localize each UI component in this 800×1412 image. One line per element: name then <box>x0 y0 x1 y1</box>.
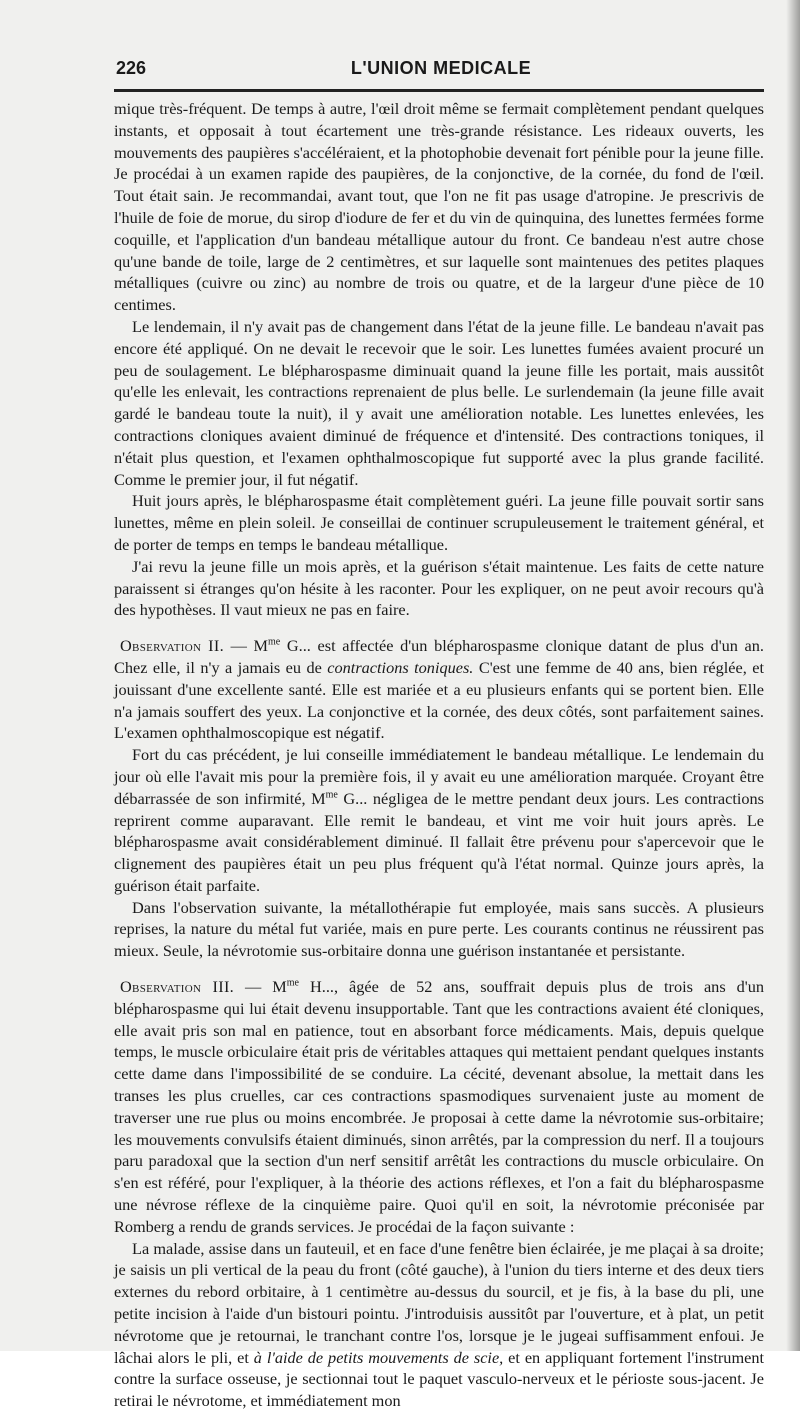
body-text <box>114 98 764 1412</box>
page-header <box>116 58 766 86</box>
paragraph-9-text-b: et en appliquant fortement l'instrument contre la surface osseuse, je sectionnai tout le paquet vasculo-nerveux et le périoste sous-jacent. Je retirai le névrotome, et immédiatement mon <box>114 1347 765 1411</box>
paragraph-6-sup: me <box>325 789 338 801</box>
header-rule <box>114 89 764 92</box>
observation-2-mme: M <box>253 636 269 656</box>
observation-2-paragraph: Observation II. — $M^{me}$ G... est affectée d'un blépharospasme clonique datant de plus d'un an. Chez elle, il n'y a jamais eu de contractions toniques. C'est une femme de 40 ans, bien réglée, et jouissant d'une excellente santé. Elle est mariée et a eu plusieurs enfants qui se portent bien. Elle n'a jamais souffert des yeux. La conjonctive et la cornée, des deux côtés, sont parfaitement saines. L'examen ophthalmoscopique est négatif. <box>114 636 765 743</box>
paragraph-9-text-a: La malade, assise dans un fauteuil, et en face d'une fenêtre bien éclairée, je me plaçai à sa droite; je saisis un pli vertical de la peau du front (côté gauche), à l'union du tiers interne et des deux tiers externes du rebord orbitaire, à 1 centimètre au-dessus du sourcil, et je fis, à la base du pli, une petite incision à l'aide d'un bistouri pointu. J'introduisis aussitôt par l'ouverture, et à plat, un petit névrotome que je retournai, le tranchant contre l'os, lorsque je le jugeai suffisamment enfoui. Je lâchai alors le pli, et <box>114 1238 764 1367</box>
observation-3-text: H..., âgée de 52 ans, souffrait depuis plus de trois ans d'un blépharospasme qui lui était devenu insupportable. Tant que les contractions avaient été cloniques, elle avait pris son mal en patience, tout en absorbant force médicaments. Mais, depuis quelque temps, le muscle orbiculaire était pris de véritables attaques qui mettaient pendant quelques instants cette dame dans l'impossibilité de se conduire. La cécité, devenant absolue, la mettait dans les transes les plus cruelles, car ces contractions spasmodiques survenaient juste au moment de traverser une rue plus ou moins encombrée. Je proposai à cette dame la névrotomie sus-orbitaire; les mouvements convulsifs étaient diminués, sinon arrêtés, par la compression du nerf. Il a toujours paru paradoxal que la section d'un nerf sensitif arrêtât les contractions du muscle orbiculaire. On s'en est référé, pour l'expliquer, à la théorie des actions réflexes, et l'on a fait du blépharospasme une névrose réflexe de la cinquième paire. Quoi qu'il en soit, la névrotomie préconisée par Romberg a rendu de grands services. Je procédai de la façon suivante : <box>114 977 764 1236</box>
paragraph-9 <box>114 1238 764 1412</box>
paragraph-6 <box>114 744 764 897</box>
page-number: 226 <box>116 58 147 78</box>
paragraph-4: J'ai revu la jeune fille un mois après, et la guérison s'était maintenue. Les faits de cette nature paraissent si étranges qu'on hésite à les raconter. Pour les expliquer, on ne peut avoir recours qu'à des hypothèses. Il vaut mieux ne pas en faire. <box>114 556 764 620</box>
observation-2-mme-sup: me <box>268 636 281 648</box>
paragraph-7: Dans l'observation suivante, la métallothérapie fut employée, mais sans succès. A plusieurs reprises, la nature du métal fut variée, mais en pure perte. Les courants continus ne réussirent pas mieux. Seule, la névrotomie sus-orbitaire donna une guérison instantanée et persistante. <box>114 897 764 961</box>
paragraph-1: mique très-fréquent. De temps à autre, l'œil droit même se fermait complètement pendant quelques instants, et opposait à tout écartement une très-grande résistance. Les rideaux ouverts, les mouvements des paupières s'accéléraient, et la photophobie devenait fort pénible pour la jeune fille. Je procédai à un examen rapide des paupières, de la conjonctive, de la cornée, du fond de l'œil. Tout était sain. Je recommandai, avant tout, que l'on ne fit pas usage d'atropine. Je prescrivis de l'huile de foie de morue, du sirop d'iodure de fer et du vin de quinquina, des lunettes fermées forme coquille, et l'application d'un bandeau métallique autour du front. Ce bandeau n'est autre chose qu'une bande de toile, large de 2 centimètres, et sur laquelle sont maintenues des petites plaques métalliques (cuivre ou zinc) au nombre de trois ou quatre, et de la largeur d'une pièce de 10 centimes. <box>114 99 764 315</box>
observation-2-text-end: C'est une femme de 40 ans, bien réglée, et jouissant d'une excellente santé. Elle est mariée et a eu plusieurs enfants qui se portent bien. Elle n'a jamais souffert des yeux. La conjonctive et la cornée, des deux côtés, sont parfaitement saines. L'examen ophthalmoscopique est négatif. <box>114 657 765 743</box>
observation-2-text: G... est affectée d'un blépharospasme clonique datant de plus d'un an. Chez elle, il n'y a jamais eu de <box>114 636 764 677</box>
running-head: L'UNION MEDICALE <box>350 58 532 78</box>
paragraph-6-text-b: G... négligea de le mettre pendant deux jours. Les contractions reprirent comme auparavant. Elle remit le bandeau, et vint me voir huit jours après. Le blépharospasme avait considérablement diminué. Il fallait être prévenu pour s'apercevoir que le clignement des paupières était un peu plus fréquent qu'à l'état normal. Quinze jours après, la guérison était parfaite. <box>114 788 764 895</box>
paragraph-3: Huit jours après, le blépharospasme était complètement guéri. La jeune fille pouvait sortir sans lunettes, même en plein soleil. Je conseillai de continuer scrupuleusement le traitement général, et de porter de temps en temps le bandeau métallique. <box>114 491 764 554</box>
observation-2-italic: contractions toniques. <box>327 657 474 677</box>
paragraph-2: Le lendemain, il n'y avait pas de changement dans l'état de la jeune fille. Le bandeau n'avait pas encore été appliqué. On ne devait le recevoir que le soir. Les lunettes fumées avaient procuré un peu de soulagement. Le blépharospasme diminuait quand la jeune fille les portait, mais aussitôt qu'elle les enlevait, les contractions reprenaient de plus belle. Le surlendemain (la jeune fille avait gardé le bandeau toute la nuit), il y avait une amélioration notable. Les lunettes enlevées, les contractions cloniques avaient diminué de fréquence et d'intensité. Des contractions toniques, il n'était plus question, et l'examen ophthalmoscopique fut supporté avec la plus grande facilité. Comme le premier jour, il fut négatif. <box>114 316 764 489</box>
observation-3-label: Observation III. <box>120 977 235 997</box>
observation-3-mme-sup: me <box>286 977 299 989</box>
paragraph-9-italic: à l'aide de petits mouvements de scie, <box>253 1347 504 1367</box>
observation-3-mme: M <box>272 977 287 997</box>
page-edge-shadow <box>786 0 800 1351</box>
observation-3-paragraph: Observation III. — $M^{me}$ H..., âgée de 52 ans, souffrait depuis plus de trois ans d'un blépharospasme qui lui était devenu insupportable. Tant que les contractions avaient été cloniques, elle avait pris son mal en patience, tout en absorbant force médicaments. Mais, depuis quelque temps, le muscle orbiculaire était pris de véritables attaques qui mettaient pendant quelques instants cette dame dans l'impossibilité de se conduire. La cécité, devenant absolue, la mettait dans les transes les plus cruelles, car ces contractions spasmodiques survenaient juste au moment de traverser une rue plus ou moins encombrée. Je proposai à cette dame la névrotomie sus-orbitaire; les mouvements convulsifs étaient diminués, sinon arrêtés, par la compression du nerf. Il a toujours paru paradoxal que la section d'un nerf sensitif arrêtât les contractions du muscle orbiculaire. On s'en est référé, pour l'expliquer, à la théorie des actions réflexes, et l'on a fait du blépharospasme une névrose réflexe de la cinquième paire. Quoi qu'il en soit, la névrotomie préconisée par Romberg a rendu de grands services. Je procédai de la façon suivante : <box>114 977 764 1236</box>
observation-2-label: Observation II. <box>120 636 224 656</box>
paragraph-6-text-a: Fort du cas précédent, je lui conseille immédiatement le bandeau métallique. Le lendemain du jour où elle l'avait mis pour la première fois, il y avait eu une amélioration marquée. Croyant être débarrassée de son infirmité, M <box>114 745 764 808</box>
